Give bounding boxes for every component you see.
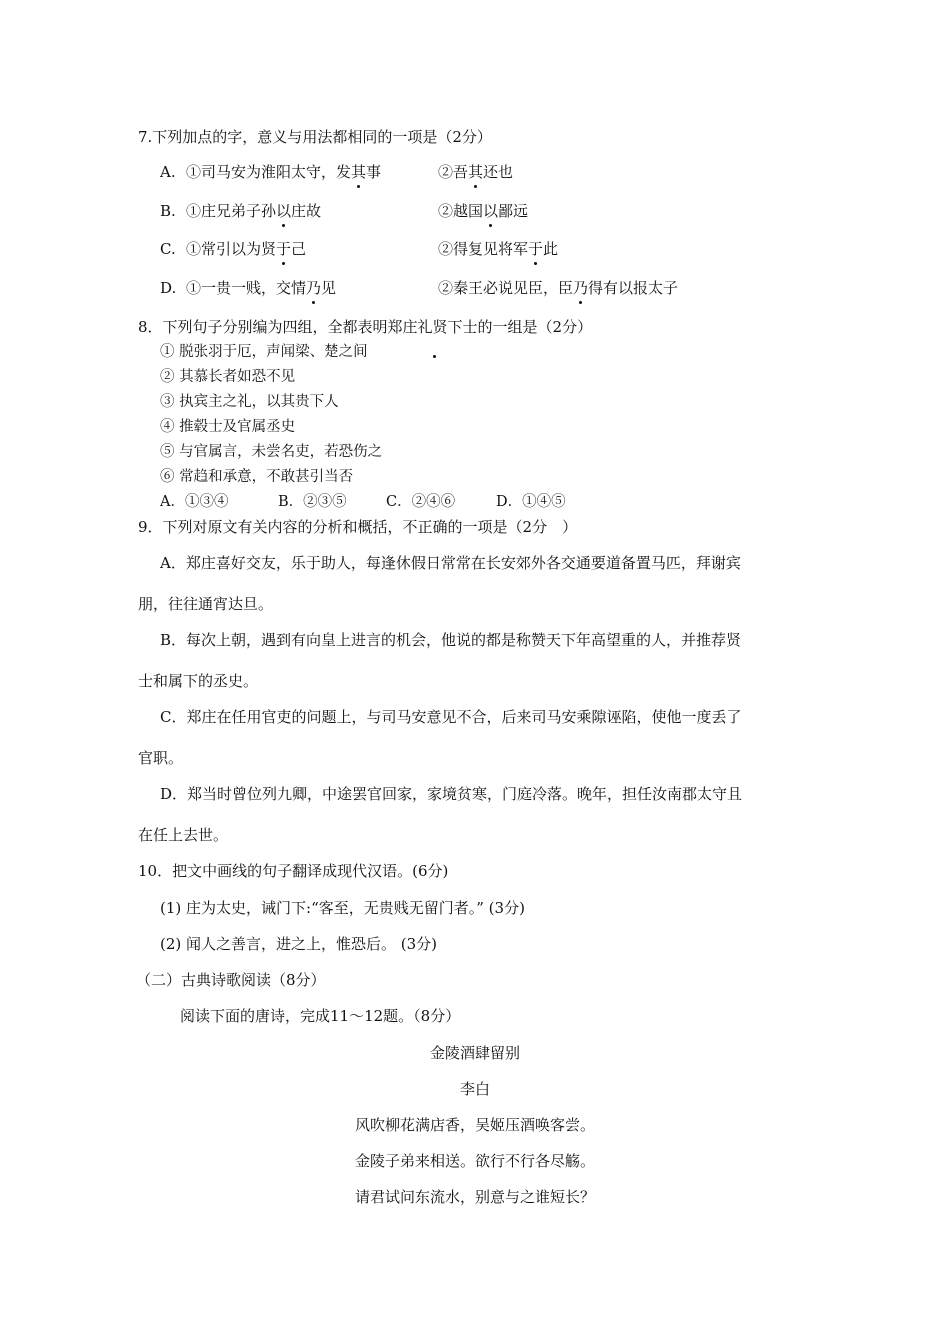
q9-option-text: A．郑庄喜好交友，乐于助人，每逢休假日常常在长安郊外各交通要道备置马匹，拜谢宾 (160, 554, 741, 572)
q7-stem: 7.下列加点的字，意义与用法都相同的一项是（2分） (138, 128, 492, 146)
poem-line: 风吹柳花满店香，吴姬压酒唤客尝。 (354, 1116, 595, 1134)
q7-option-right: ②秦王必说见臣，臣乃得有以报太子 (438, 279, 679, 297)
dotted-char: 乃 (573, 279, 589, 297)
q8-choice-d[interactable]: D．①④⑤ (496, 494, 566, 510)
poem-line: 金陵子弟来相送。欲行不行各尽觞。 (354, 1152, 595, 1170)
dotted-char: 以 (483, 202, 499, 220)
q8-item: ③ 执宾主之礼，以其贵下人 (160, 394, 339, 410)
dotted-char: 以 (276, 202, 292, 220)
q7-option-letter: A. (160, 163, 176, 181)
poem-title: 金陵酒肆留别 (429, 1044, 520, 1062)
q7-option-letter: C. (160, 240, 176, 258)
q8-item: ① 脱张羽于厄，声闻梁、楚之间 (160, 344, 368, 360)
dotted-char: 于 (276, 240, 292, 258)
q7-option-right: ②越国以鄙远 (438, 202, 529, 220)
poem-line: 请君试问东流水，别意与之谁短长？ (354, 1188, 595, 1206)
q9-option-text-cont: 朋，往往通宵达旦。 (138, 595, 274, 613)
q9-option-text: B．每次上朝，遇到有向皇上进言的机会，他说的都是称赞天下年高望重的人，并推荐贤 (160, 631, 742, 649)
q9-option-text-cont: 官职。 (138, 749, 184, 767)
section-instruction: 阅读下面的唐诗，完成11～12题。（8分） (180, 1007, 461, 1025)
q8-stem: 8．下列句子分别编为四组，全都表明郑庄礼贤下士的一组是（2分） (138, 318, 593, 336)
q9-option-text-cont: 士和属下的丞史。 (138, 672, 259, 690)
q7-option-left: ①司马安为淮阳太守，发其事 (186, 163, 382, 181)
q8-item: ⑤ 与官属言，未尝名吏，若恐伤之 (160, 444, 383, 460)
q9-option-text: C．郑庄在任用官吏的问题上，与司马安意见不合，后来司马安乘隙诬陷，使他一度丢了 (160, 708, 742, 726)
dotted-char: 其 (351, 163, 367, 181)
q7-option-right: ②得复见将军于此 (438, 240, 559, 258)
dotted-char: 于 (528, 240, 544, 258)
q10-item: (2) 闻人之善言，进之上，惟恐后。 (3分) (160, 935, 438, 953)
q8-item: ④ 推毂士及官属丞史 (160, 419, 296, 435)
q8-item: ⑥ 常趋和承意，不敢甚引当否 (160, 469, 354, 485)
q7-option-letter: D. (160, 279, 177, 297)
poem-author: 李白 (459, 1080, 490, 1098)
q8-choice-b[interactable]: B．②③⑤ (278, 494, 347, 510)
q10-stem: 10．把文中画线的句子翻译成现代汉语。(6分) (138, 862, 449, 880)
q9-option-text: D．郑当时曾位列九卿，中途罢官回家，家境贫寒，门庭冷落。晚年，担任汝南郡太守且 (160, 785, 743, 803)
dotted-char: 其 (468, 163, 484, 181)
q7-option-left: ①庄兄弟子孙以庄故 (186, 202, 322, 220)
q8-choice-a[interactable]: A．①③④ (160, 494, 229, 510)
stray-dot (433, 355, 436, 358)
q7-option-left: ①一贵一贱，交情乃见 (186, 279, 337, 297)
q8-item: ② 其慕长者如恐不见 (160, 369, 296, 385)
q9-option-text-cont: 在任上去世。 (138, 826, 229, 844)
dotted-char: 乃 (306, 279, 322, 297)
q9-stem: 9．下列对原文有关内容的分析和概括，不正确的一项是（2分 ） (138, 518, 578, 536)
q7-option-letter: B. (160, 202, 176, 220)
q10-item: (1) 庄为太史，诫门下:“客至，无贵贱无留门者。” (3分) (160, 899, 525, 917)
section-heading: （二）古典诗歌阅读（8分） (136, 971, 326, 989)
q7-option-right: ②吾其还也 (438, 163, 514, 181)
q7-option-left: ①常引以为贤于己 (186, 240, 307, 258)
q8-choice-c[interactable]: C．②④⑥ (386, 494, 456, 510)
